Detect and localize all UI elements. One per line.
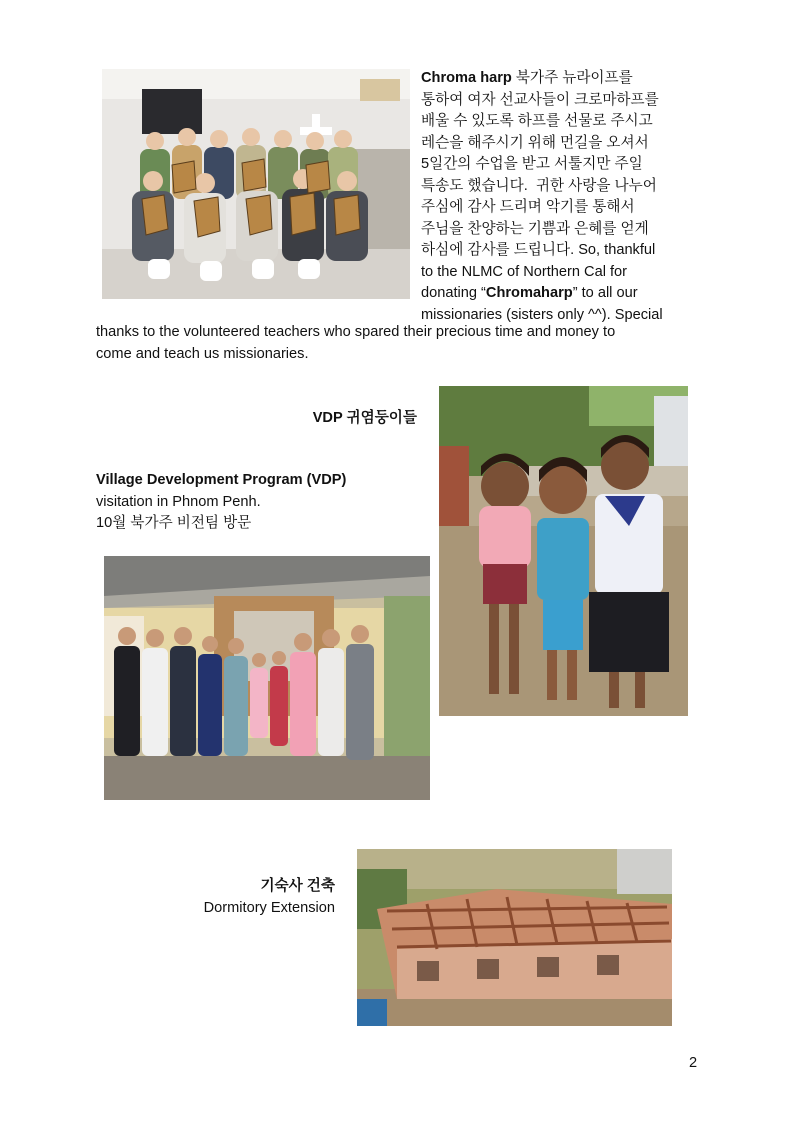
harp-line: 레슨을 해주시기 위해 먼길을 오셔서 (421, 134, 649, 151)
harp-full-line: thanks to the volunteered teachers who spared their precious time and money to (96, 324, 616, 340)
dormitory-title: 기숙사 건축 (260, 878, 335, 894)
harp-description-continued (96, 322, 716, 365)
vdp-kids-caption: VDP 귀염둥이들 (312, 410, 417, 426)
vdp-title: Village Development Program (VDP) (96, 472, 347, 488)
harp-line: 배울 수 있도록 하프를 선물로 주시고 (421, 113, 653, 129)
harp-line-text: 북가주 뉴라이프를 (511, 70, 633, 86)
dormitory-construction-photo (357, 849, 672, 1026)
harp-line: 주님을 찬양하는 기쁨과 은혜를 얻게 (421, 220, 649, 237)
harp-line: 주심에 감사 드리며 악기를 통해서 (421, 199, 635, 215)
vdp-kids-photo (439, 386, 688, 716)
harp-group-photo (102, 69, 410, 299)
harp-line: 특송도 했습니다. 귀한 사랑을 나누어 (421, 177, 657, 194)
vdp-line: visitation in Phnom Penh. (96, 493, 261, 510)
chroma-harp-label: Chroma harp (421, 70, 512, 86)
dormitory-subtitle: Dormitory Extension (203, 899, 335, 916)
chromaharp-label: Chromaharp (485, 285, 573, 301)
vdp-visit-photo (104, 556, 430, 800)
harp-line-text: ” to all our (572, 285, 638, 301)
harp-line: to the NLMC of Northern Cal for (421, 263, 628, 280)
harp-line: 통하여 여자 선교사들이 크로마하프를 (421, 91, 659, 108)
harp-line-text: donating “ (421, 285, 486, 301)
vdp-description (96, 470, 416, 535)
dormitory-description (204, 876, 335, 919)
harp-line: 5일간의 수업을 받고 서툴지만 주일 (421, 156, 643, 172)
harp-description (421, 68, 701, 326)
harp-line: missionaries (sisters only ^^). Special (421, 306, 663, 323)
harp-line (421, 68, 701, 90)
harp-line: 하심에 감사를 드립니다. So, thankful (421, 242, 656, 258)
vdp-line: 10월 북가주 비전팀 방문 (96, 515, 252, 531)
harp-full-line: come and teach us missionaries. (96, 345, 309, 362)
page-number: 2 (689, 1055, 698, 1071)
harp-line (421, 283, 701, 305)
